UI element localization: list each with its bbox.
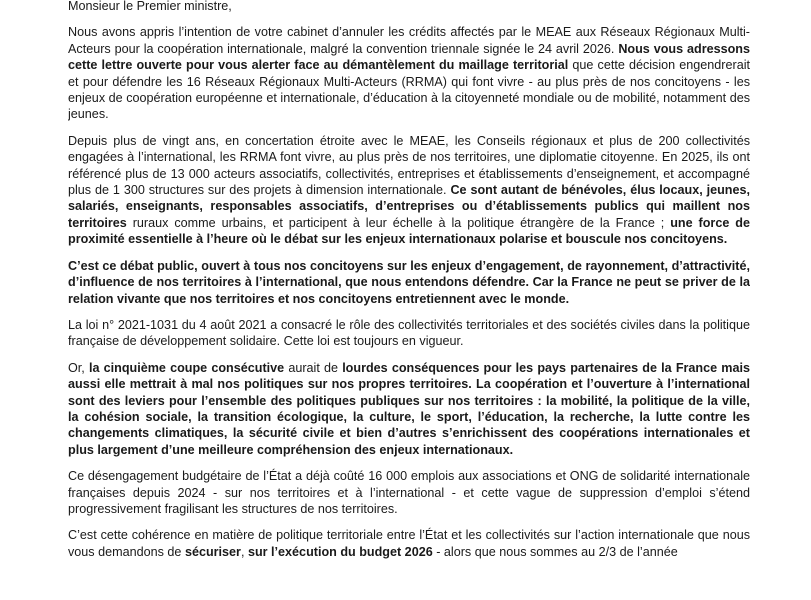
paragraph-consequences (68, 360, 750, 458)
paragraph-text: Nous avons appris l’intention de votre cabinet d’annuler les crédits affectés par le MEAE aux Réseaux Régionaux Multi-Acteurs pour la coopération internationale, malgré la convention triennale signée le 24 avril 2026. (68, 25, 750, 56)
paragraph-public-debate (68, 258, 750, 307)
paragraph-text: , (240, 544, 248, 559)
paragraph-emphasis: lourdes conséquences pour les pays partenaires de la France mais aussi elle mettrait à mal nos politiques sur nos propres territoires. La coopération et l’ouverture à l’international sont des leviers pour l’ensemble des politiques publiques sur nos territoires : la mobilité, la politique de la ville, la cohésion sociale, la transition écologique, la culture, le sport, l’éducation, la recherche, la lutte contre les changements climatiques, la sécurité civile et bien d’autres s’enrichissent des coopérations internationales et plus largement d’une meilleure compréhension des enjeux internationaux. (68, 360, 750, 457)
paragraph-text: que cette décision engendrerait et pour défendre les 16 Réseaux Régionaux Multi-Acteurs (RRMA) qui font vivre - au plus près de nos concitoyens - les enjeux de coopération européenne et internationale, d’éducation à la citoyenneté mondiale ou de mobilité, notamment des jeunes. (68, 58, 750, 122)
paragraph-emphasis: sur l’exécution du budget 2026 (247, 544, 433, 559)
paragraph-coherence (68, 527, 750, 560)
paragraph-emphasis: la cinquième coupe consécutive (88, 360, 285, 375)
paragraph-emphasis: Ce sont autant de bénévoles, élus locaux, jeunes, salariés, enseignants, responsables associatifs, d’entreprises ou d’établissements publics qui maillent nos territoires (68, 183, 750, 230)
paragraph-emphasis: C’est ce débat public, ouvert à tous nos concitoyens sur les enjeux d’engagement, de rayonnement, d’attractivité, d’influence de nos territoires à l’international, que nous entendons défendre. Car la France ne peut se priver de la relation vivante que nos territoires et nos concitoyens entretiennent avec le monde. (68, 258, 750, 306)
paragraph-announcement (68, 24, 750, 122)
letter-page (68, 0, 750, 600)
paragraph-law (68, 317, 750, 350)
paragraph-text: C’est cette cohérence en matière de politique territoriale entre l’État et les collectivités sur l’action internationale que nous vous demandons de (68, 528, 750, 559)
paragraph-emphasis: sécuriser (184, 544, 241, 559)
paragraph-text: Or, (68, 360, 89, 375)
paragraph-text: Depuis plus de vingt ans, en concertation étroite avec le MEAE, les Conseils régionaux et plus de 200 collectivités engagées à l’international, les RRMA font vivre, au plus près de nos territoires, une diplomatie citoyenne. En 2025, ils ont référencé plus de 13 000 acteurs associatifs, collectivités, entreprises et établissements d’enseignement, et accompagné plus de 1 300 structures sur des projets à dimension internationale. (68, 133, 750, 198)
paragraph-emphasis: Nous vous adressons cette lettre ouverte pour vous alerter face au démantèlement du maillage territorial (68, 41, 750, 73)
paragraph-emphasis: une force de proximité essentielle à l’heure où le débat sur les enjeux internationaux polarise et bouscule nos concitoyens. (68, 215, 750, 247)
salutation: Monsieur le Premier ministre, (68, 0, 232, 13)
paragraph-text: - alors que nous sommes au 2/3 de l’année (432, 544, 678, 559)
paragraph-jobs (68, 468, 750, 517)
paragraph-history (68, 133, 750, 248)
paragraph-text: La loi n° 2021-1031 du 4 août 2021 a consacré le rôle des collectivités territoriales et des sociétés civiles dans la politique française de développement solidaire. Cette loi est toujours en vigueur. (68, 317, 750, 349)
paragraph-text: ruraux comme urbains, et participent à leur échelle à la politique étrangère de la France ; (126, 215, 671, 230)
paragraph-text: Ce désengagement budgétaire de l’État a déjà coûté 16 000 emplois aux associations et ONG de solidarité internationale françaises depuis 2024 - sur nos territoires et à l’international - et cette vague de suppression d’emploi s’étend progressivement fragilisant les structures de nos territoires. (68, 469, 750, 516)
paragraph-text: aurait de (284, 360, 343, 375)
